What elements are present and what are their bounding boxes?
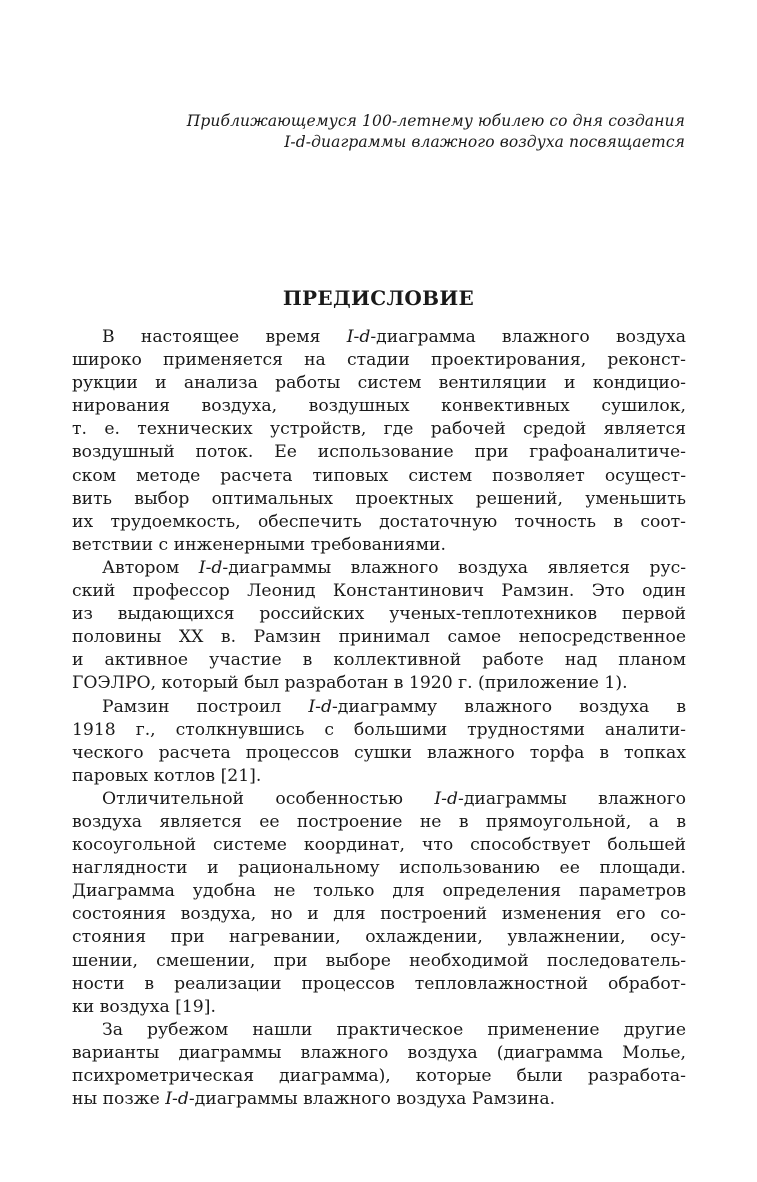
text-line: ветствии с инженерными требованиями. bbox=[72, 534, 446, 555]
text-line: 1918 г., столкнувшись с большими трудностями аналити- bbox=[72, 719, 686, 740]
text-line: варианты диаграммы влажного воздуха (диаграмма Молье, bbox=[72, 1042, 686, 1063]
text-line: стояния при нагревании, охлаждении, увлажнении, осу- bbox=[72, 927, 686, 948]
text-line: из выдающихся российских ученых-теплотехников первой bbox=[72, 604, 686, 625]
paragraph bbox=[72, 326, 686, 557]
text-line: ский профессор Леонид Константинович Рамзин. Это один bbox=[72, 581, 686, 602]
text-line: воздуха является ее построение не в прямоугольной, а в bbox=[72, 811, 686, 832]
text-line: косоугольной системе координат, что способствует большей bbox=[72, 835, 686, 856]
text-line: воздушный поток. Ее использование при графоаналитиче- bbox=[72, 442, 686, 463]
text-line: За рубежом нашли практическое применение другие bbox=[102, 1019, 686, 1040]
dedication-line: Приближающемуся 100-летнему юбилею со дня создания bbox=[186, 112, 685, 130]
body-text bbox=[72, 326, 686, 1111]
text-line: ском методе расчета типовых систем позволяет осущест- bbox=[72, 465, 686, 486]
text-line: широко применяется на стадии проектирования, реконст- bbox=[72, 350, 686, 371]
text-line: вить выбор оптимальных проектных решений, уменьшить bbox=[72, 488, 686, 509]
text-line: Рамзин построил I-d-диаграмму влажного воздуха в bbox=[102, 696, 686, 717]
paragraph bbox=[72, 557, 686, 696]
text-line: психрометрическая диаграмма), которые были разработа- bbox=[72, 1066, 686, 1086]
text-line: рукции и анализа работы систем вентиляции и кондицио- bbox=[72, 373, 686, 394]
text-line: Отличительной особенностью I-d-диаграммы влажного bbox=[102, 788, 686, 809]
text-line: ки воздуха [19]. bbox=[72, 996, 216, 1017]
text-line: В настоящее время I-d-диаграмма влажного воздуха bbox=[102, 327, 686, 347]
text-line: ческого расчета процессов сушки влажного торфа в топках bbox=[72, 742, 686, 763]
text-line: состояния воздуха, но и для построений изменения его со- bbox=[72, 904, 686, 925]
text-line: наглядности и рациональному использованию ее площади. bbox=[72, 858, 686, 879]
text-line: паровых котлов [21]. bbox=[72, 765, 262, 786]
text-line: шении, смешении, при выборе необходимой последователь- bbox=[72, 950, 686, 971]
text-line: т. е. технических устройств, где рабочей средой является bbox=[72, 419, 686, 440]
text-line: и активное участие в коллективной работе над планом bbox=[72, 650, 686, 671]
dedication-line: I-d-диаграммы влажного воздуха посвящается bbox=[284, 133, 685, 151]
text-line: половины XX в. Рамзин принимал самое непосредственное bbox=[72, 627, 686, 648]
paragraph bbox=[72, 1019, 686, 1111]
dedication bbox=[165, 111, 685, 153]
text-line: ности в реализации процессов тепловлажностной обработ- bbox=[72, 973, 686, 994]
text-line: ны позже I-d-диаграммы влажного воздуха Рамзина. bbox=[72, 1089, 556, 1110]
section-heading: ПРЕДИСЛОВИЕ bbox=[282, 286, 475, 310]
paragraph bbox=[72, 788, 686, 1019]
text-line: Диаграмма удобна не только для определения параметров bbox=[72, 881, 686, 902]
paragraph bbox=[72, 696, 686, 788]
text-line: нирования воздуха, воздушных конвективных сушилок, bbox=[72, 396, 686, 417]
text-line: Автором I-d-диаграммы влажного воздуха является рус- bbox=[102, 557, 687, 578]
text-line: ГОЭЛРО, который был разработан в 1920 г. (приложение 1). bbox=[72, 673, 628, 694]
text-line: их трудоемкость, обеспечить достаточную точность в соот- bbox=[72, 511, 686, 532]
